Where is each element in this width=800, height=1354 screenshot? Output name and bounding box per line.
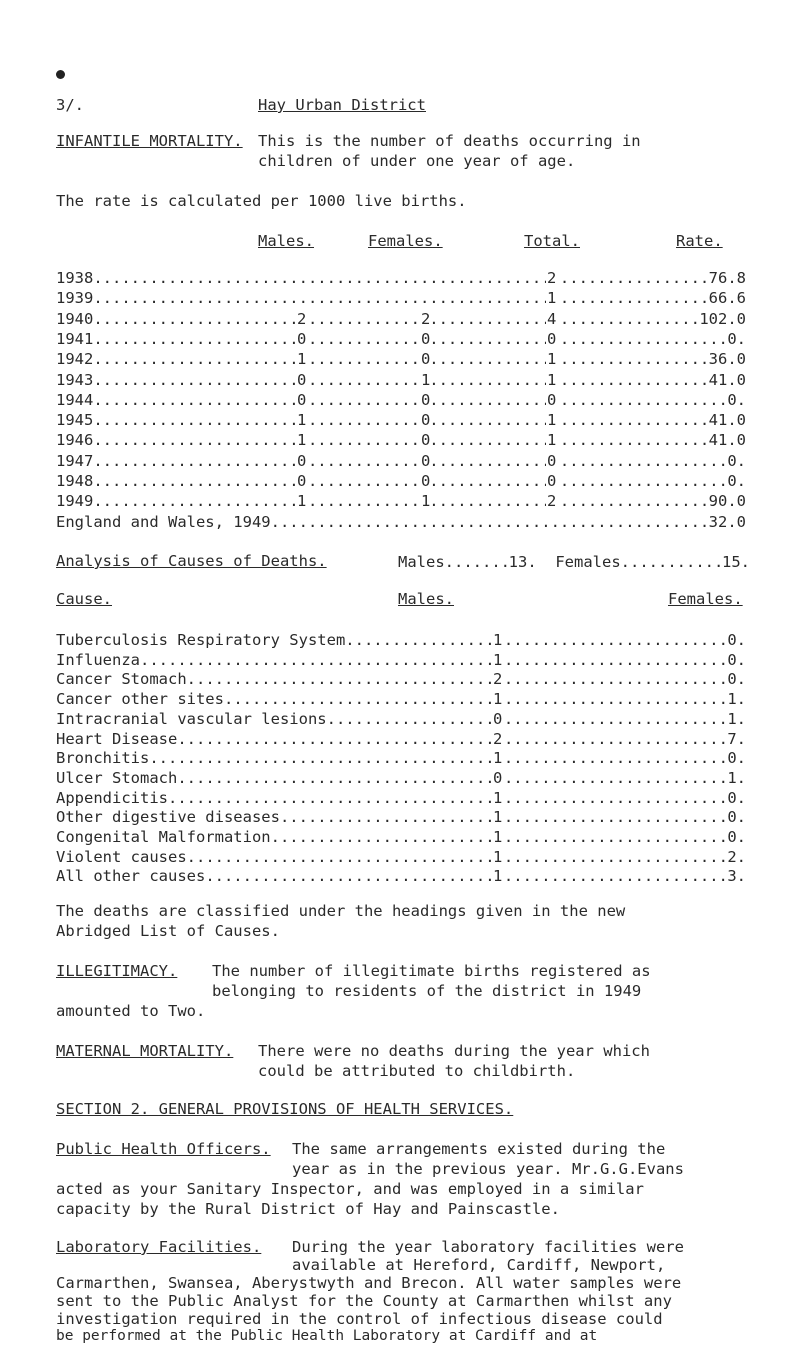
cause-males-cell: 1: [493, 788, 503, 807]
total-cell: 4: [547, 309, 557, 328]
cause-females-cell: 0.: [727, 631, 746, 649]
cause-name: Ulcer Stomach: [56, 768, 178, 787]
cause-males-cell: 1: [493, 650, 503, 669]
laboratory-line-3: Carmarthen, Swansea, Aberystwyth and Brecon. All water samples were: [56, 1274, 682, 1292]
cause-females-cell: 0.: [727, 749, 746, 768]
laboratory-heading: Laboratory Facilities.: [56, 1238, 262, 1256]
year-cell: 1940: [56, 309, 94, 328]
rate-cell: 41.0: [708, 370, 746, 389]
cause-name: Bronchitis: [56, 749, 150, 768]
col-header-cause-males: Males.: [398, 590, 454, 608]
cause-name: All other causes: [56, 867, 206, 886]
cause-row: [56, 748, 746, 768]
public-health-line-1: The same arrangements existed during the: [292, 1140, 666, 1158]
year-cell: 1941: [56, 329, 94, 348]
infant-mortality-row: [56, 471, 746, 491]
public-health-line-3: acted as your Sanitary Inspector, and was employed in a similar: [56, 1180, 644, 1198]
infant-mortality-row: [56, 390, 746, 410]
cause-females-cell: 3.: [727, 867, 746, 886]
infant-mortality-heading: INFANTILE MORTALITY.: [56, 132, 243, 150]
cause-name: Violent causes: [56, 847, 187, 866]
classification-note-1: The deaths are classified under the headings given in the new: [56, 902, 626, 920]
public-health-line-2: year as in the previous year. Mr.G.G.Evans: [292, 1160, 684, 1178]
england-wales-rate: 32.0: [708, 513, 746, 531]
cause-females-cell: 2.: [727, 847, 746, 866]
year-cell: 1946: [56, 431, 94, 450]
total-cell: 0: [547, 390, 557, 409]
total-cell: 0: [547, 329, 557, 348]
rate-cell: 41.0: [708, 411, 746, 430]
illegitimacy-line-2: belonging to residents of the district in 1949: [212, 982, 642, 1000]
infant-mortality-row: [56, 349, 746, 369]
cause-row: [56, 709, 746, 729]
infant-mortality-desc-1: This is the number of deaths occurring in: [258, 132, 641, 150]
bullet-mark: [56, 70, 65, 79]
cause-row: [56, 630, 746, 650]
total-cell: 1: [547, 431, 557, 450]
males-cell: 0: [297, 390, 307, 409]
cause-females-cell: 1.: [727, 709, 746, 728]
year-cell: 1945: [56, 411, 94, 430]
cause-females-cell: 0.: [727, 650, 746, 669]
classification-note-2: Abridged List of Causes.: [56, 922, 280, 940]
infant-mortality-row: [56, 288, 746, 308]
females-cell: 1: [421, 370, 431, 389]
cause-females-cell: 0.: [727, 670, 746, 689]
cause-males-cell: 2: [493, 670, 503, 689]
infant-mortality-row: [56, 410, 746, 430]
females-cell: 0: [421, 472, 431, 490]
maternal-line-2: could be attributed to childbirth.: [258, 1062, 576, 1080]
infant-mortality-row: [56, 370, 746, 390]
females-cell: 0: [421, 350, 431, 369]
cause-males-cell: 1: [493, 867, 503, 886]
cause-males-cell: 0: [493, 709, 503, 728]
laboratory-line-4: sent to the Public Analyst for the County at Carmarthen whilst any: [56, 1292, 672, 1310]
rate-cell: 102.0: [699, 309, 746, 328]
females-cell: 0: [421, 411, 431, 430]
females-cell: 1: [421, 492, 431, 511]
total-cell: 2: [547, 492, 557, 511]
year-cell: 1939: [56, 289, 94, 308]
females-cell: 0: [421, 451, 431, 470]
total-cell: 1: [547, 411, 557, 430]
total-cell: 1: [547, 289, 557, 308]
cause-males-cell: 1: [493, 808, 503, 827]
total-cell: 0: [547, 472, 557, 490]
rate-cell: 66.6: [708, 289, 746, 308]
cause-males-cell: 1: [493, 847, 503, 866]
col-header-rate: Rate.: [676, 232, 723, 250]
laboratory-line-6: be performed at the Public Health Laboratory at Cardiff and at: [56, 1328, 598, 1344]
cause-females-cell: 1.: [727, 768, 746, 787]
year-cell: 1948: [56, 472, 94, 490]
cause-name: Heart Disease: [56, 729, 178, 748]
analysis-males-total: 13.: [508, 553, 537, 571]
section-2-heading: SECTION 2. GENERAL PROVISIONS OF HEALTH SERVICES.: [56, 1100, 514, 1118]
infant-mortality-row: [56, 430, 746, 450]
cause-row: [56, 669, 746, 689]
infant-mortality-row: [56, 309, 746, 329]
females-cell: 0: [421, 431, 431, 450]
total-cell: 1: [547, 370, 557, 389]
total-cell: 1: [547, 350, 557, 369]
cause-name: Appendicitis: [56, 788, 168, 807]
cause-males-cell: 0: [493, 768, 503, 787]
infant-mortality-desc-2: children of under one year of age.: [258, 152, 576, 170]
cause-males-cell: 1: [493, 631, 503, 649]
males-cell: 0: [297, 451, 307, 470]
cause-males-cell: 1: [493, 690, 503, 709]
cause-name: Cancer other sites: [56, 690, 224, 709]
males-cell: 0: [297, 472, 307, 490]
col-header-males: Males.: [258, 232, 314, 250]
rate-cell: 90.0: [708, 492, 746, 511]
cause-row: [56, 768, 746, 788]
infant-mortality-row: [56, 491, 746, 511]
cause-row: [56, 689, 746, 709]
rate-cell: 0.: [727, 451, 746, 470]
males-cell: 1: [297, 431, 307, 450]
males-cell: 0: [297, 329, 307, 348]
cause-males-cell: 2: [493, 729, 503, 748]
public-health-line-4: capacity by the Rural District of Hay and Painscastle.: [56, 1200, 560, 1218]
cause-name: Cancer Stomach: [56, 670, 187, 689]
england-wales-label: England and Wales, 1949: [56, 513, 271, 531]
public-health-heading: Public Health Officers.: [56, 1140, 271, 1158]
cause-females-cell: 0.: [727, 808, 746, 827]
cause-row: [56, 847, 746, 867]
illegitimacy-line-3: amounted to Two.: [56, 1002, 206, 1020]
cause-row: [56, 827, 746, 847]
males-cell: 1: [297, 411, 307, 430]
cause-females-cell: 7.: [727, 729, 746, 748]
females-cell: 0: [421, 329, 431, 348]
cause-males-cell: 1: [493, 749, 503, 768]
males-cell: 1: [297, 492, 307, 511]
england-wales-row: [56, 512, 746, 532]
rate-cell: 0.: [727, 329, 746, 348]
females-cell: 2: [421, 309, 431, 328]
total-cell: 0: [547, 451, 557, 470]
cause-males-cell: 1: [493, 828, 503, 846]
year-cell: 1942: [56, 350, 94, 369]
col-header-cause: Cause.: [56, 590, 112, 608]
infant-mortality-row: [56, 451, 746, 471]
males-cell: 0: [297, 370, 307, 389]
males-cell: 1: [297, 350, 307, 369]
col-header-females: Females.: [368, 232, 443, 250]
laboratory-line-1: During the year laboratory facilities were: [292, 1238, 684, 1256]
rate-cell: 76.8: [708, 269, 746, 287]
analysis-males-label: Males: [398, 553, 445, 571]
cause-name: Tuberculosis Respiratory System: [56, 631, 346, 649]
cause-name: Influenza: [56, 650, 140, 669]
col-header-total: Total.: [524, 232, 580, 250]
cause-name: Congenital Malformation: [56, 828, 271, 846]
analysis-females-label: Females: [555, 553, 621, 571]
col-header-cause-females: Females.: [668, 590, 743, 608]
laboratory-line-5: investigation required in the control of infectious disease could: [56, 1310, 663, 1328]
analysis-totals: [398, 552, 750, 572]
laboratory-line-2: available at Hereford, Cardiff, Newport,: [292, 1256, 666, 1274]
illegitimacy-heading: ILLEGITIMACY.: [56, 962, 178, 980]
infant-mortality-row: [56, 329, 746, 349]
cause-females-cell: 1.: [727, 690, 746, 709]
cause-row: [56, 866, 746, 886]
cause-row: [56, 788, 746, 808]
females-cell: 0: [421, 390, 431, 409]
analysis-females-total: 15.: [722, 553, 750, 571]
illegitimacy-line-1: The number of illegitimate births registered as: [212, 962, 651, 980]
page-number: 3/.: [56, 96, 84, 114]
analysis-heading: Analysis of Causes of Deaths.: [56, 552, 327, 570]
maternal-heading: MATERNAL MORTALITY.: [56, 1042, 234, 1060]
cause-females-cell: 0.: [727, 788, 746, 807]
cause-row: [56, 650, 746, 670]
rate-cell: 0.: [727, 390, 746, 409]
year-cell: 1947: [56, 451, 94, 470]
year-cell: 1944: [56, 390, 94, 409]
infant-mortality-row: [56, 268, 746, 288]
total-cell: 2: [547, 269, 557, 287]
cause-females-cell: 0.: [727, 828, 746, 846]
cause-name: Other digestive diseases: [56, 808, 280, 827]
maternal-line-1: There were no deaths during the year which: [258, 1042, 650, 1060]
page-title: Hay Urban District: [258, 96, 426, 114]
rate-cell: 0.: [727, 472, 746, 490]
cause-row: [56, 807, 746, 827]
year-cell: 1943: [56, 370, 94, 389]
rate-note: The rate is calculated per 1000 live births.: [56, 192, 467, 210]
males-cell: 2: [297, 309, 307, 328]
year-cell: 1949: [56, 492, 94, 511]
year-cell: 1938: [56, 269, 94, 287]
rate-cell: 41.0: [708, 431, 746, 450]
cause-row: [56, 729, 746, 749]
cause-name: Intracranial vascular lesions: [56, 709, 327, 728]
rate-cell: 36.0: [708, 350, 746, 369]
